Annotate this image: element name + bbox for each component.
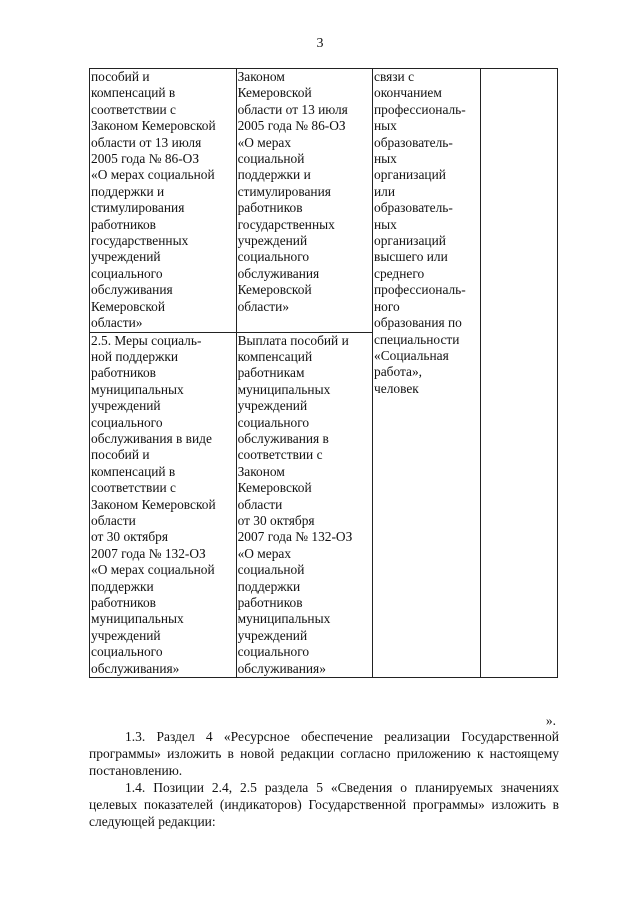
table-cell: пособий и компенсаций в соответствии с Законом Кемеровской области от 13 июля 2005 года № 86-ОЗ «О мерах социальной поддержки и стимулирования работников государственных учреждений социального обслуживания Кемеровской области» [90, 69, 237, 333]
page-number: 3 [316, 36, 324, 51]
paragraph-1-4: 1.4. Позиции 2.4, 2.5 раздела 5 «Сведения о планируемых значениях целевых показателей (индикаторов) Государственной программы» изложить в следующей редакции: [89, 780, 559, 829]
table-cell [481, 69, 558, 678]
table-row [90, 69, 558, 333]
table-cell: связи с окончанием профессиональ- ных образователь- ных организаций или образователь- ных организаций высшего или среднего профессиональ- ного образования по специальности «Социальная работа», человек [373, 69, 481, 678]
table-cell: 2.5. Меры социаль- ной поддержки работников муниципальных учреждений социального обслуживания в виде пособий и компенсаций в соответствии с Законом Кемеровской области от 30 октября 2007 года № 132-ОЗ «О мерах социальной поддержки работников муниципальных учреждений социального обслуживания» [90, 332, 237, 678]
table-cell: Законом Кемеровской области от 13 июля 2005 года № 86-ОЗ «О мерах социальной поддержки и стимулирования работников государственных учреждений социального обслуживания Кемеровской области» [236, 69, 372, 333]
closing-quote: ». [545, 713, 556, 728]
paragraph-1-3: 1.3. Раздел 4 «Ресурсное обеспечение реализации Государственной программы» изложить в новой редакции согласно приложению к настоящему постановлению. [89, 729, 559, 778]
measures-table [89, 68, 558, 678]
table-cell: Выплата пособий и компенсаций работникам муниципальных учреждений социального обслуживания в соответствии с Законом Кемеровской области от 30 октября 2007 года № 132-ОЗ «О мерах социальной поддержки работников муниципальных учреждений социального обслуживания» [236, 332, 372, 678]
